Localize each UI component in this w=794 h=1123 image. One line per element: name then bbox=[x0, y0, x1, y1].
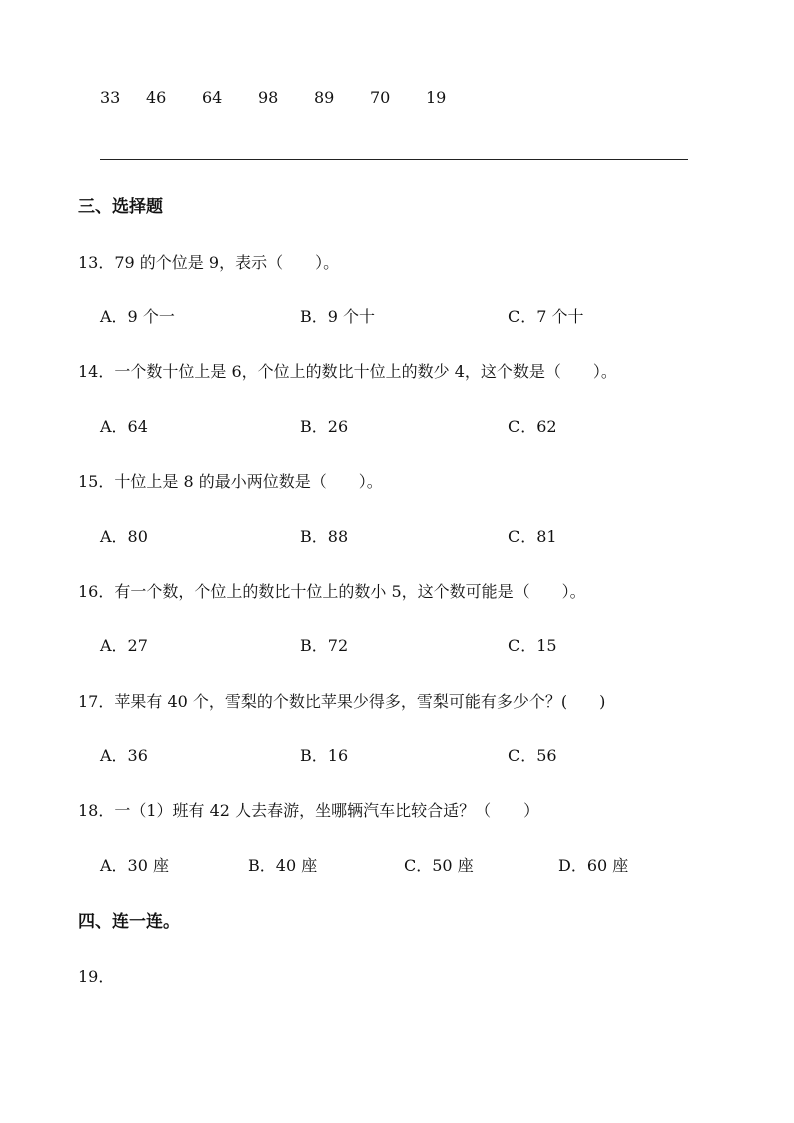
number-item: 46 bbox=[146, 88, 167, 107]
option-a: A．36 bbox=[100, 746, 148, 765]
answer-line bbox=[100, 159, 688, 160]
option-c: C．15 bbox=[508, 636, 557, 655]
number-item: 70 bbox=[370, 88, 391, 107]
option-b: B．72 bbox=[300, 636, 349, 655]
option-c: C．62 bbox=[508, 417, 557, 436]
section-heading-choice: 三、选择题 bbox=[78, 197, 163, 217]
option-b: B．9 个十 bbox=[300, 307, 376, 326]
question-stem: 16．有一个数，个位上的数比十位上的数小 5，这个数可能是（ ）。 bbox=[78, 582, 586, 601]
question-stem: 15．十位上是 8 的最小两位数是（ ）。 bbox=[78, 472, 383, 491]
question-stem: 17．苹果有 40 个，雪梨的个数比苹果少得多，雪梨可能有多少个？( ) bbox=[78, 692, 606, 711]
number-row bbox=[0, 88, 794, 108]
option-b: B．88 bbox=[300, 527, 349, 546]
option-d: D．60 座 bbox=[558, 856, 629, 875]
option-a: A．64 bbox=[100, 417, 148, 436]
option-a: A．30 座 bbox=[100, 856, 170, 875]
number-item: 19 bbox=[426, 88, 447, 107]
number-item: 98 bbox=[258, 88, 279, 107]
option-a: A．27 bbox=[100, 636, 148, 655]
option-c: C．81 bbox=[508, 527, 557, 546]
section-heading-matching: 四、连一连。 bbox=[78, 912, 180, 932]
option-b: B．26 bbox=[300, 417, 349, 436]
question-stem: 18．一（1）班有 42 人去春游，坐哪辆汽车比较合适？（ ） bbox=[78, 801, 540, 820]
option-a: A．80 bbox=[100, 527, 148, 546]
number-item: 33 bbox=[100, 88, 121, 107]
option-c: C．7 个十 bbox=[508, 307, 584, 326]
option-b: B．40 座 bbox=[248, 856, 318, 875]
question-stem: 14．一个数十位上是 6，个位上的数比十位上的数少 4，这个数是（ ）。 bbox=[78, 362, 617, 381]
option-a: A．9 个一 bbox=[100, 307, 175, 326]
question-label: 19． bbox=[78, 967, 115, 986]
number-item: 89 bbox=[314, 88, 335, 107]
option-c: C．50 座 bbox=[404, 856, 474, 875]
question-stem: 13．79 的个位是 9，表示（ ）。 bbox=[78, 253, 340, 272]
option-c: C．56 bbox=[508, 746, 557, 765]
option-b: B．16 bbox=[300, 746, 349, 765]
number-item: 64 bbox=[202, 88, 223, 107]
